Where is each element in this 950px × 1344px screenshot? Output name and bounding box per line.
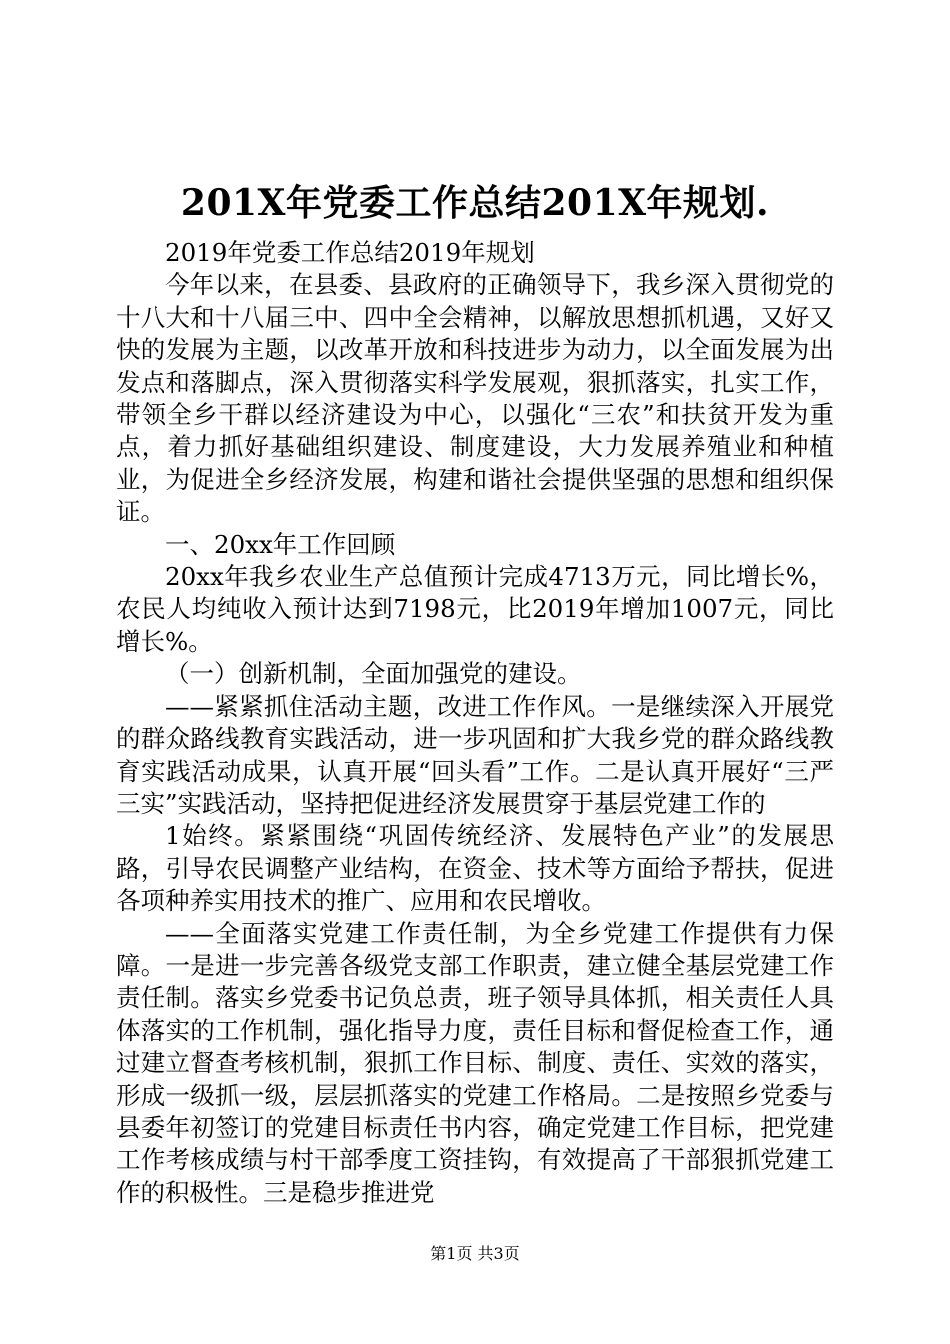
page-number-footer: 第1页 共3页 [430,1244,520,1263]
paragraph-intro: 今年以来，在县委、县政府的正确领导下，我乡深入贯彻党的十八大和十八届三中、四中全会精神，以解放思想抓机遇，又好又快的发展为主题，以改革开放和科技进步为动力，以全面发展为出发点和落脚点，深入贯彻落实科学发展观，狠抓落实，扎实工作，带领全乡干群以经济建设为中心，以强化“三农”和扶贫开发为重点，着力抓好基础组织建设、制度建设，大力发展养殖业和种植业，为促进全乡经济发展，构建和谐社会提供坚强的思想和组织保证。 [116,270,834,527]
paragraph-subtitle: 2019年党委工作总结2019年规划 [165,238,535,267]
paragraph-responsibility: ——全面落实党建工作责任制，为全乡党建工作提供有力保障。一是进一步完善各级党支部工作职责，建立健全基层党建工作责任制。落实乡党委书记负总责，班子领导具体抓，相关责任人具体落实的工作机制，强化指导力度，责任目标和督促检查工作，通过建立督查考核机制，狠抓工作目标、制度、责任、实效的落实，形成一级抓一级，层层抓落实的党建工作格局。二是按照乡党委与县委年初签订的党建目标责任书内容，确定党建工作目标，把党建工作考核成绩与村干部季度工资挂钩，有效提高了干部狠抓党建工作的积极性。三是稳步推进党 [116,918,834,1207]
paragraph-subsection-heading: （一）创新机制，全面加强党的建设。 [165,659,582,689]
document-body [116,237,834,1209]
paragraph-work-style: ——紧紧抓住活动主题，改进工作作风。一是继续深入开展党的群众路线教育实践活动，进一步巩固和扩大我乡党的群众路线教育实践活动成果，认真开展“回头看”工作。二是认真开展好“三严三实”实践活动，坚持把促进经济发展贯穿于基层党建工作的 [116,691,834,818]
paragraph-continuation: 1始终。紧紧围绕“巩固传统经济、发展特色产业”的发展思路，引导农民调整产业结构，在资金、技术等方面给予帮扶，促进各项种养实用技术的推广、应用和农民增收。 [116,821,834,916]
document-title: 201X年党委工作总结201X年规划. [180,182,770,224]
paragraph-statistics: 20xx年我乡农业生产总值预计完成4713万元，同比增长%，农民人均纯收入预计达到7198元，比2019年增加1007元，同比增长%。 [116,562,834,656]
paragraph-section-heading: 一、20xx年工作回顾 [165,529,396,559]
